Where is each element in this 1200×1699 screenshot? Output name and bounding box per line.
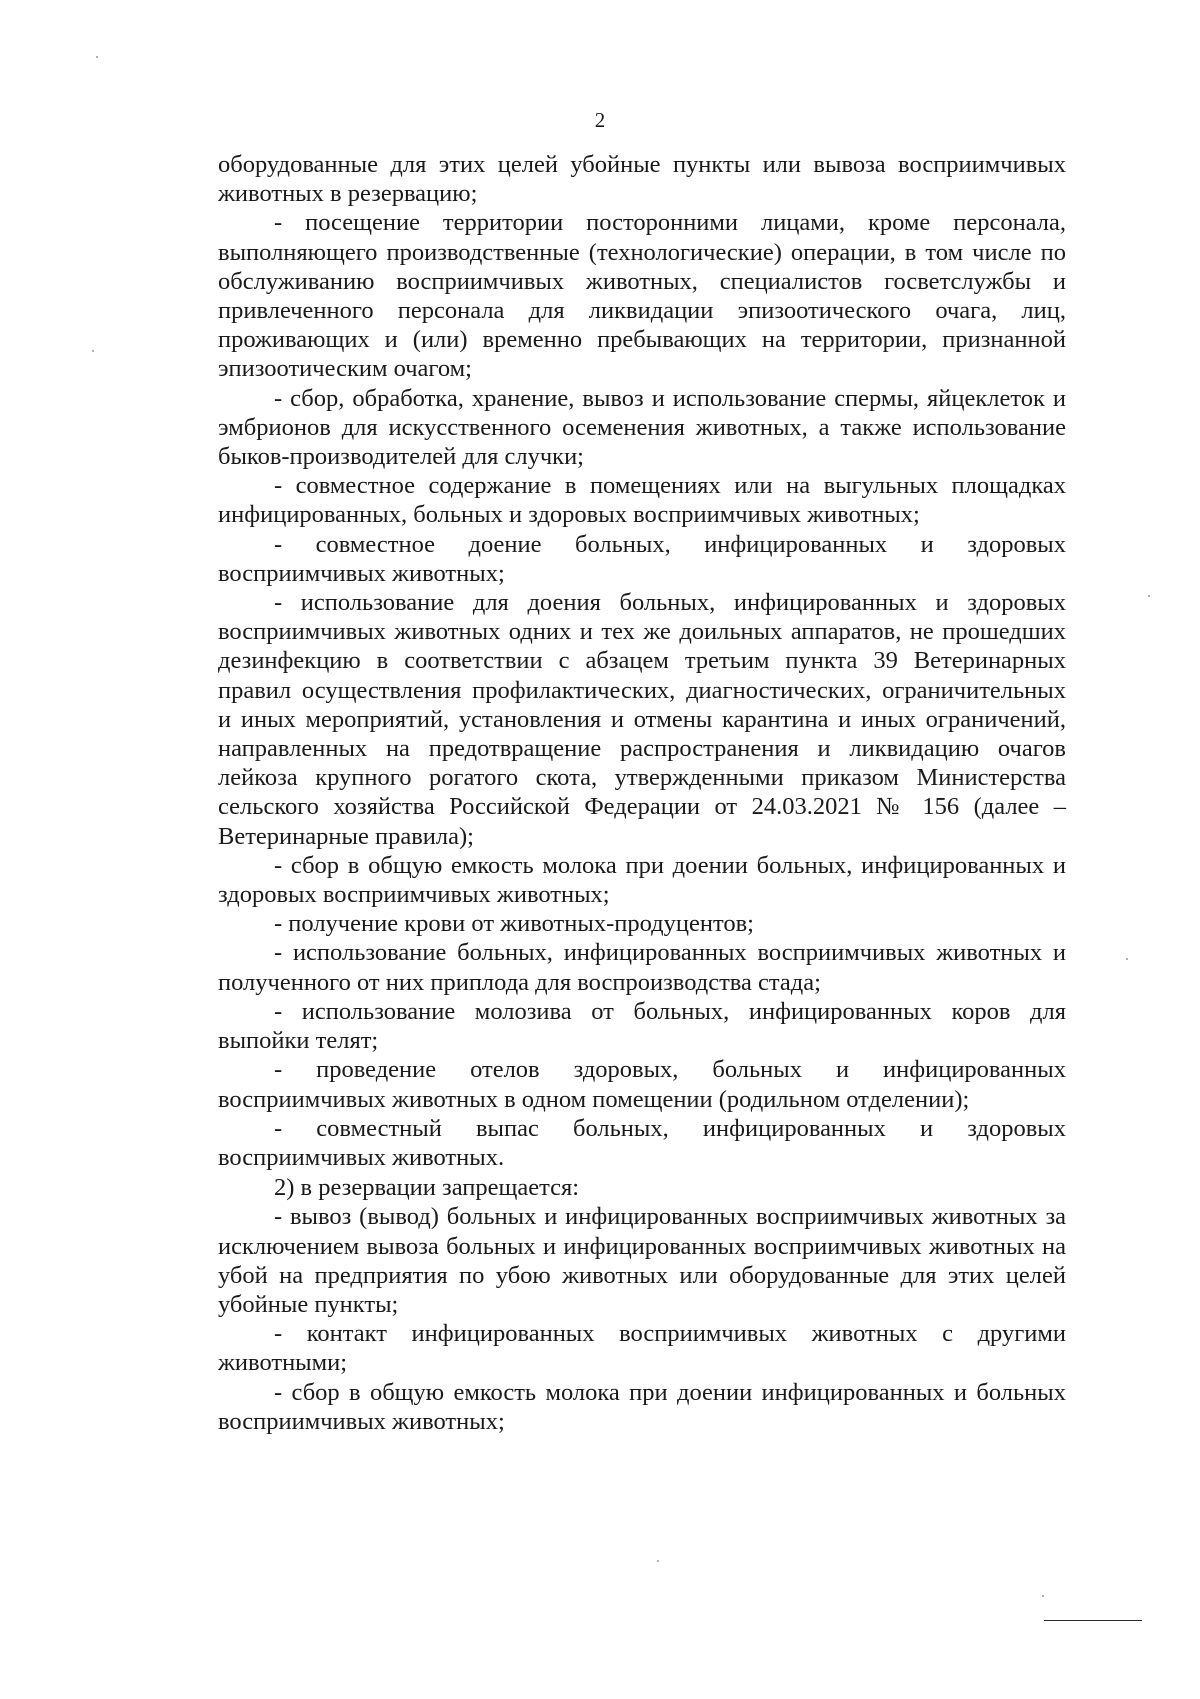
scan-speck: [1042, 1595, 1044, 1597]
paragraph: - сбор в общую емкость молока при доении больных, инфицированных и здоровых восприимчивых животных;: [218, 851, 1066, 909]
section-heading: 2) в резервации запрещается:: [274, 1174, 580, 1202]
paragraph: - сбор в общую емкость молока при доении инфицированных и больных восприимчивых животных;: [218, 1378, 1066, 1435]
paragraph: оборудованные для этих целей убойные пункты или вывоза восприимчивых животных в резервацию;: [218, 151, 1066, 208]
footer-rule: [1044, 1620, 1142, 1621]
paragraph: - совместное доение больных, инфицированных и здоровых восприимчивых животных;: [218, 530, 1066, 587]
scan-speck: [1126, 958, 1128, 960]
scan-speck: [657, 1560, 659, 1562]
scan-speck: [92, 350, 94, 352]
paragraph: - использование больных, инфицированных восприимчивых животных и полученного от них приплода для воспроизводства стада;: [218, 939, 1066, 996]
paragraph: - использование для доения больных, инфицированных и здоровых восприимчивых животных одних и тех же доильных аппаратов, не прошедших дезинфекцию в соответствии с абзацем третьим пункта 39 Ветеринарных правил осуществления профилактических, диагностических, ограничительных и иных мероприятий, установления и отмены карантина и иных ограничений, направленных на предотвращение распространения и ликвидацию очагов лейкоза крупного рогатого скота, утвержденными приказом Министерства сельского хозяйства Российской Федерации от 24.03.2021 № 156 (далее – Ветеринарные правила);: [218, 589, 1066, 850]
scan-speck: [96, 56, 98, 58]
paragraph: - получение крови от животных-продуцентов;: [274, 910, 754, 938]
paragraph: - посещение территории посторонними лицами, кроме персонала, выполняющего производственные (технологические) операции, в том числе по обслуживанию восприимчивых животных, специалистов госветслужбы и привлеченного персонала для ликвидации эпизоотического очага, лиц, проживающих и (или) временно пребывающих на территории, признанной эпизоотическим очагом;: [218, 209, 1066, 383]
paragraph: - контакт инфицированных восприимчивых животных с другими животными;: [218, 1320, 1066, 1377]
paragraph: - сбор, обработка, хранение, вывоз и использование спермы, яйцеклеток и эмбрионов для искусственного осеменения животных, а также использование быков-производителей для случки;: [218, 384, 1066, 471]
scan-speck: [1148, 595, 1150, 597]
paragraph: - совместный выпас больных, инфицированных и здоровых восприимчивых животных.: [218, 1114, 1066, 1171]
document-body: [218, 150, 1066, 1436]
paragraph: - совместное содержание в помещениях или на выгульных площадках инфицированных, больных и здоровых восприимчивых животных;: [218, 472, 1066, 529]
paragraph: - проведение отелов здоровых, больных и инфицированных восприимчивых животных в одном помещении (родильном отделении);: [218, 1056, 1066, 1113]
paragraph: - использование молозива от больных, инфицированных коров для выпойки телят;: [218, 997, 1066, 1055]
paragraph: - вывоз (вывод) больных и инфицированных восприимчивых животных за исключением вывоза больных и инфицированных восприимчивых животных на убой на предприятия по убою животных или оборудованные для этих целей убойные пункты;: [218, 1203, 1066, 1318]
page-number: 2: [594, 108, 606, 132]
